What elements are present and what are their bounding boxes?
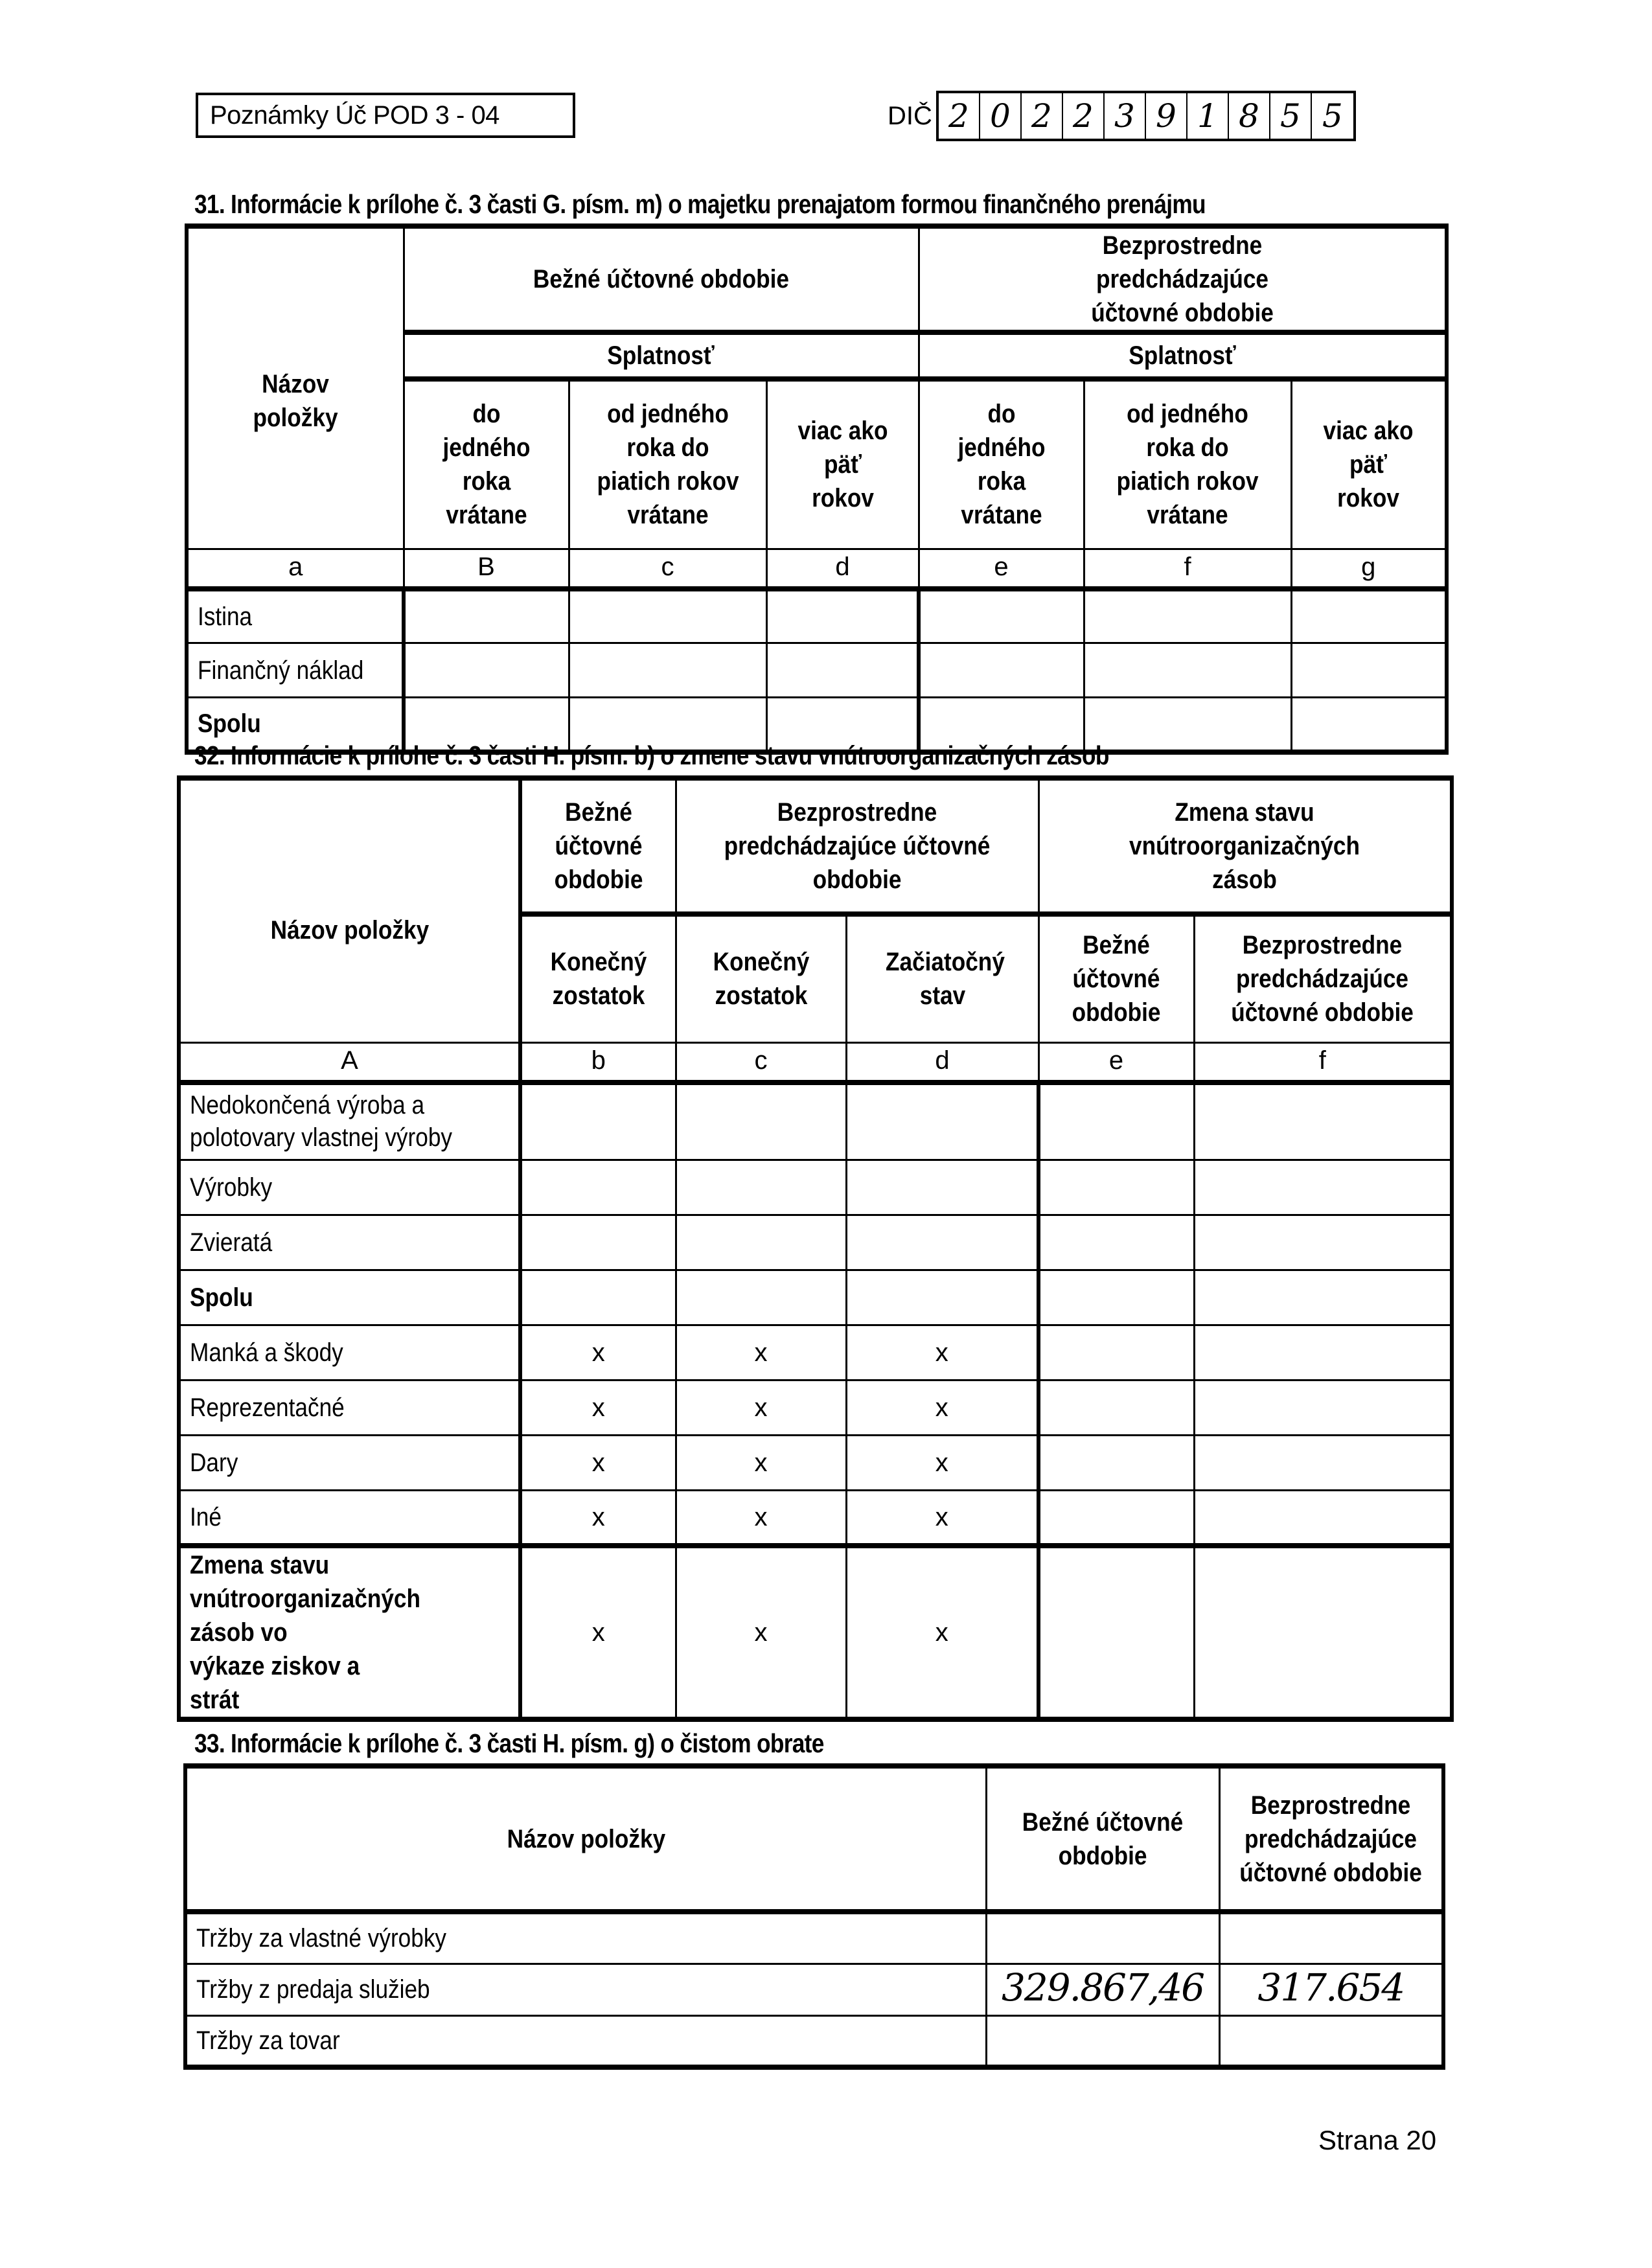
cell-input[interactable] <box>1084 643 1291 698</box>
handwritten-value: 317.654 <box>1257 1965 1405 2010</box>
cell-input[interactable] <box>1038 1546 1194 1719</box>
col-key-b: b <box>520 1042 676 1082</box>
cell-input[interactable] <box>1194 1160 1452 1215</box>
row-label: Tržby za tovar <box>185 2015 986 2067</box>
cell-x: x <box>846 1380 1038 1436</box>
cell-input[interactable] <box>919 589 1084 643</box>
table-row <box>179 1491 1452 1546</box>
cell-x: x <box>846 1546 1038 1719</box>
cell-input[interactable] <box>676 1082 846 1160</box>
subcol-change-current: Bežné účtovné obdobie <box>1038 914 1194 1042</box>
cell-input[interactable] <box>1194 1082 1452 1160</box>
cell-input[interactable] <box>520 1215 676 1270</box>
subcol-current-1-5y: od jedného roka do piatich rokov vrátane <box>569 379 766 549</box>
cell-input[interactable] <box>1038 1491 1194 1546</box>
row-label: Zmena stavu vnútroorganizačných zásob vo výkaze ziskov a strát <box>179 1546 520 1719</box>
dic-digit[interactable]: 3 <box>1105 93 1146 139</box>
group-current-period: Bežné účtovné obdobie <box>404 226 919 332</box>
subcol-current-up-to-1y: do jedného roka vrátane <box>404 379 569 549</box>
dic-digit[interactable]: 8 <box>1229 93 1270 139</box>
cell-input[interactable] <box>1194 1546 1452 1719</box>
cell-input[interactable] <box>1194 1380 1452 1436</box>
cell-input[interactable] <box>1084 589 1291 643</box>
cell-input[interactable] <box>520 1270 676 1325</box>
section-32-table <box>177 775 1454 1722</box>
cell-input[interactable] <box>1194 1436 1452 1491</box>
row-label: Reprezentačné <box>179 1380 520 1436</box>
cell-input[interactable] <box>1038 1082 1194 1160</box>
row-label: Nedokončená výroba a polotovary vlastnej výroby <box>179 1082 520 1160</box>
col-key-e: e <box>1038 1042 1194 1082</box>
subcol-change-previous: Bezprostredne predchádzajúce účtovné obdobie <box>1194 914 1452 1042</box>
cell-x: x <box>676 1491 846 1546</box>
col-key-f: f <box>1084 549 1291 589</box>
cell-x: x <box>676 1380 846 1436</box>
col-key-f: f <box>1194 1042 1452 1082</box>
cell-input[interactable] <box>520 1082 676 1160</box>
cell-input[interactable] <box>569 589 766 643</box>
cell-x: x <box>676 1436 846 1491</box>
group-previous-period: Bezprostredne predchádzajúce účtovné obdobie <box>919 226 1447 332</box>
row-label-istina: Istina <box>187 589 404 643</box>
dic-digit[interactable]: 9 <box>1146 93 1187 139</box>
table-row <box>179 1380 1452 1436</box>
cell-x: x <box>520 1380 676 1436</box>
dic-digit[interactable]: 5 <box>1270 93 1312 139</box>
cell-input[interactable] <box>1194 1325 1452 1380</box>
col-key-b: B <box>404 549 569 589</box>
cell-input[interactable] <box>846 1215 1038 1270</box>
dic-digit[interactable]: 2 <box>939 93 980 139</box>
dic-digit-boxes <box>936 91 1356 141</box>
table-row <box>179 1215 1452 1270</box>
cell-x: x <box>676 1325 846 1380</box>
table-row <box>179 1270 1452 1325</box>
dic-digit[interactable]: 2 <box>1022 93 1063 139</box>
cell-x: x <box>520 1436 676 1491</box>
subcol-current-over-5y: viac ako päť rokov <box>766 379 919 549</box>
table-row <box>179 1325 1452 1380</box>
subcol-previous-over-5y: viac ako päť rokov <box>1291 379 1447 549</box>
table-row <box>185 1964 1443 2015</box>
section-33-title: 33. Informácie k prílohe č. 3 časti H. písm. g) o čistom obrate <box>194 1728 824 1758</box>
cell-input[interactable] <box>569 643 766 698</box>
cell-input[interactable] <box>1291 698 1447 752</box>
cell-input-previous[interactable] <box>1219 1964 1443 2015</box>
row-label: Tržby za vlastné výrobky <box>185 1912 986 1964</box>
subcol-previous-up-to-1y: do jedného roka vrátane <box>919 379 1084 549</box>
cell-input[interactable] <box>766 643 919 698</box>
row-label: Tržby z predaja služieb <box>185 1964 986 2015</box>
row-label: Spolu <box>179 1270 520 1325</box>
group-current-period: Bežné účtovné obdobie <box>520 778 676 914</box>
col-key-a: A <box>179 1042 520 1082</box>
section-31-title: 31. Informácie k prílohe č. 3 časti G. písm. m) o majetku prenajatom formou finančného prenájmu <box>194 189 1206 219</box>
col-key-c: c <box>569 549 766 589</box>
maturity-header-previous: Splatnosť <box>919 332 1447 379</box>
cell-input[interactable] <box>404 589 569 643</box>
table-row <box>185 2015 1443 2067</box>
cell-input[interactable] <box>846 1082 1038 1160</box>
cell-x: x <box>520 1325 676 1380</box>
col-key-a: a <box>187 549 404 589</box>
col-header-name: Názov položky <box>179 778 520 1042</box>
table-row <box>179 1160 1452 1215</box>
cell-x: x <box>676 1546 846 1719</box>
cell-x: x <box>846 1491 1038 1546</box>
row-label: Iné <box>179 1491 520 1546</box>
cell-input-current[interactable] <box>986 1964 1219 2015</box>
cell-input[interactable] <box>1038 1436 1194 1491</box>
cell-input[interactable] <box>986 2015 1219 2067</box>
col-key-e: e <box>919 549 1084 589</box>
row-label: Zvieratá <box>179 1215 520 1270</box>
subcol-previous-opening-balance: Začiatočný stav <box>846 914 1038 1042</box>
cell-x: x <box>520 1546 676 1719</box>
group-previous-period: Bezprostredne predchádzajúce účtovné obdobie <box>676 778 1038 914</box>
table-row <box>179 1546 1452 1719</box>
group-inventory-change: Zmena stavu vnútroorganizačných zásob <box>1038 778 1452 914</box>
section-33-table <box>183 1763 1445 2070</box>
cell-input[interactable] <box>1194 1491 1452 1546</box>
row-label-spolu: Spolu <box>187 698 404 752</box>
subcol-previous-ending-balance: Konečný zostatok <box>676 914 846 1042</box>
cell-input[interactable] <box>1038 1160 1194 1215</box>
cell-input[interactable] <box>676 1160 846 1215</box>
dic-digit[interactable]: 0 <box>980 93 1022 139</box>
col-key-g: g <box>1291 549 1447 589</box>
col-key-c: c <box>676 1042 846 1082</box>
handwritten-value: 329.867,46 <box>1001 1965 1204 2010</box>
maturity-header-current: Splatnosť <box>404 332 919 379</box>
dic-label: DIČ <box>888 101 932 130</box>
cell-input[interactable] <box>1194 1215 1452 1270</box>
col-header-name-text: Názov položky <box>253 370 338 433</box>
row-label-financny-naklad: Finančný náklad <box>187 643 404 698</box>
cell-input[interactable] <box>986 1912 1219 1964</box>
row-label: Manká a škody <box>179 1325 520 1380</box>
col-header-previous: Bezprostredne predchádzajúce účtovné obdobie <box>1219 1766 1443 1912</box>
cell-input[interactable] <box>1038 1270 1194 1325</box>
dic-digit[interactable]: 1 <box>1187 93 1229 139</box>
row-label: Výrobky <box>179 1160 520 1215</box>
col-key-d: d <box>766 549 919 589</box>
cell-x: x <box>846 1325 1038 1380</box>
cell-input[interactable] <box>1219 2015 1443 2067</box>
col-header-name: Názov položky <box>185 1766 986 1912</box>
cell-input[interactable] <box>1038 1215 1194 1270</box>
cell-input[interactable] <box>766 589 919 643</box>
dic-digit[interactable]: 2 <box>1063 93 1105 139</box>
form-code-box <box>196 93 575 138</box>
cell-input[interactable] <box>1219 1912 1443 1964</box>
cell-x: x <box>520 1491 676 1546</box>
table-row <box>187 643 1447 698</box>
cell-input[interactable] <box>676 1270 846 1325</box>
dic-digit[interactable]: 5 <box>1322 97 1343 135</box>
cell-input[interactable] <box>846 1160 1038 1215</box>
section-32-title: 32. Informácie k prílohe č. 3 časti H. písm. b) o zmene stavu vnútroorganizačných zásob <box>194 740 1109 770</box>
table-row <box>187 589 1447 643</box>
col-header-name <box>187 226 404 549</box>
col-key-d: d <box>846 1042 1038 1082</box>
table-row <box>179 1082 1452 1160</box>
section-31-table <box>185 223 1449 755</box>
table-row <box>185 1912 1443 1964</box>
cell-input[interactable] <box>919 643 1084 698</box>
subcol-previous-1-5y: od jedného roka do piatich rokov vrátane <box>1084 379 1291 549</box>
cell-input[interactable] <box>676 1215 846 1270</box>
cell-input[interactable] <box>846 1270 1038 1325</box>
page-number: Strana 20 <box>1318 2125 1437 2155</box>
subcol-current-ending-balance: Konečný zostatok <box>520 914 676 1042</box>
dic-field <box>888 91 1356 141</box>
form-code: Poznámky Úč POD 3 - 04 <box>210 101 499 130</box>
cell-input[interactable] <box>1038 1325 1194 1380</box>
cell-x: x <box>846 1436 1038 1491</box>
row-label: Dary <box>179 1436 520 1491</box>
cell-input[interactable] <box>1194 1270 1452 1325</box>
cell-input[interactable] <box>1084 698 1291 752</box>
cell-input[interactable] <box>520 1160 676 1215</box>
col-header-current: Bežné účtovné obdobie <box>986 1766 1219 1912</box>
cell-input[interactable] <box>1038 1380 1194 1436</box>
cell-input[interactable] <box>1291 589 1447 643</box>
cell-input[interactable] <box>1291 643 1447 698</box>
cell-input[interactable] <box>404 643 569 698</box>
table-row <box>179 1436 1452 1491</box>
